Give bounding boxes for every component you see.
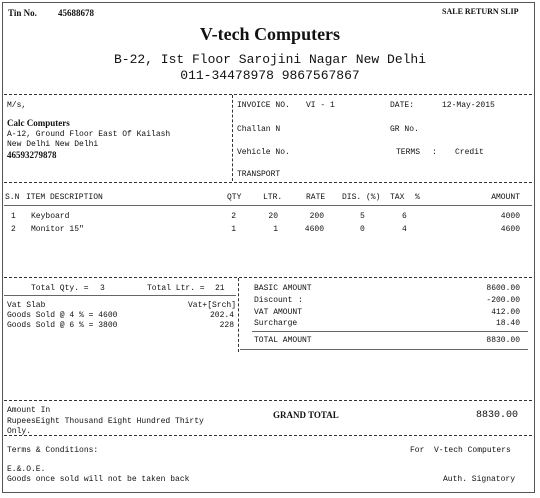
party-name: Calc Computers (7, 118, 70, 128)
vat-slab-value: 228 (219, 321, 234, 330)
row-qty: 2 (231, 212, 236, 221)
goods-note: Goods once sold will not be taken back (7, 475, 190, 484)
row-dis: 0 (360, 225, 365, 234)
invoice-date: 12-May-2015 (442, 101, 495, 110)
vat-srch-label: Vat+[Srch] (187, 301, 236, 310)
vat-amount: 412.00 (491, 308, 520, 317)
row-dis: 5 (360, 212, 365, 221)
row-desc: Monitor 15" (31, 225, 84, 234)
divider (4, 400, 532, 401)
date-label: DATE: (390, 101, 415, 110)
basic-amount-label: BASIC AMOUNT (254, 284, 312, 293)
ms-label: M/s, (7, 101, 27, 110)
vat-slab-value: 202.4 (209, 311, 234, 320)
totals-divider (238, 278, 239, 352)
col-header-ltr: LTR. (263, 193, 283, 202)
total-ltr-label: Total Ltr. = (147, 284, 205, 293)
surcharge-label: Surcharge (254, 319, 298, 328)
row-amount: 4000 (500, 212, 520, 221)
amount-in-label: Amount In (7, 406, 51, 415)
total-amount-rule (252, 331, 528, 332)
total-qty-label: Total Qty. = (31, 284, 89, 293)
party-address-line1: A-12, Ground Floor East Of Kailash (7, 130, 171, 139)
col-header-desc: ITEM DESCRIPTION (26, 193, 103, 202)
totals-rule (4, 295, 236, 296)
vat-slab-row: Goods Sold @ 4 % = 4600 (7, 311, 118, 320)
col-header-rate: RATE (306, 193, 326, 202)
row-tax: 4 (402, 225, 407, 234)
table-header-rule (4, 205, 532, 206)
row-rate: 4600 (304, 225, 324, 234)
row-sn: 2 (11, 225, 16, 234)
for-company: For V-tech Computers (410, 446, 511, 455)
total-amount: 8830.00 (486, 336, 520, 345)
total-qty: 3 (100, 284, 105, 293)
company-name: V-tech Computers (199, 24, 341, 44)
total-amount-label: TOTAL AMOUNT (254, 336, 312, 345)
divider (4, 94, 532, 95)
row-sn: 1 (11, 212, 16, 221)
info-divider (232, 95, 233, 181)
col-header-dis: DIS. (%) (342, 193, 381, 202)
vehicle-label: Vehicle No. (237, 148, 290, 157)
doc-type: SALE RETURN SLIP (442, 7, 519, 16)
eoe: E.&.O.E. (7, 465, 46, 474)
terms-separator: : (432, 148, 437, 157)
terms-conditions: Terms & Conditions: (7, 446, 99, 455)
discount-label: Discount (254, 296, 293, 305)
gr-label: GR No. (390, 125, 419, 134)
basic-amount: 8600.00 (486, 284, 520, 293)
transport-label: TRANSPORT (237, 170, 281, 179)
terms-label: TERMS (396, 148, 421, 157)
invoice-no-label: INVOICE NO. (237, 101, 290, 110)
col-header-sn: S.N (5, 193, 20, 202)
divider (4, 182, 532, 183)
col-header-tax: TAX (390, 193, 405, 202)
row-ltr: 1 (273, 225, 278, 234)
divider (4, 277, 532, 278)
total-amount-rule-bottom (240, 349, 528, 350)
row-ltr: 20 (268, 212, 278, 221)
challan-label: Challan N (237, 125, 281, 134)
vat-slab-row: Goods Sold @ 6 % = 3800 (7, 321, 118, 330)
row-amount: 4600 (500, 225, 520, 234)
grand-total-label: GRAND TOTAL (273, 410, 339, 420)
vat-slab-label: Vat Slab (7, 301, 46, 310)
row-rate: 200 (309, 212, 324, 221)
row-qty: 1 (231, 225, 236, 234)
row-tax: 6 (402, 212, 407, 221)
total-ltr: 21 (215, 284, 225, 293)
amount-in-words-2: Only. (7, 427, 32, 436)
party-address-line2: New Delhi New Delhi (7, 140, 99, 149)
terms-value: Credit (455, 148, 484, 157)
amount-in-words: RupeesEight Thousand Eight Hundred Thirty (7, 417, 204, 426)
tin-label: Tin No. (8, 8, 37, 18)
party-phone: 46593279878 (7, 150, 57, 160)
invoice-no: VI - 1 (306, 101, 335, 110)
tin-number: 45688678 (58, 8, 94, 18)
col-header-amount: AMOUNT (491, 193, 520, 202)
vat-amount-label: VAT AMOUNT (254, 308, 303, 317)
company-phones: 011-34478978 9867567867 (180, 68, 360, 83)
discount-separator: : (298, 296, 303, 305)
surcharge-amount: 18.40 (495, 319, 520, 328)
row-desc: Keyboard (31, 212, 70, 221)
discount-amount: -200.00 (486, 296, 520, 305)
grand-total: 8830.00 (475, 410, 518, 421)
company-address: B-22, Ist Floor Sarojini Nagar New Delhi (113, 52, 427, 67)
col-header-pct: % (415, 193, 420, 202)
auth-signatory: Auth. Signatory (443, 475, 516, 484)
col-header-qty: QTY (227, 193, 242, 202)
divider (4, 435, 532, 436)
